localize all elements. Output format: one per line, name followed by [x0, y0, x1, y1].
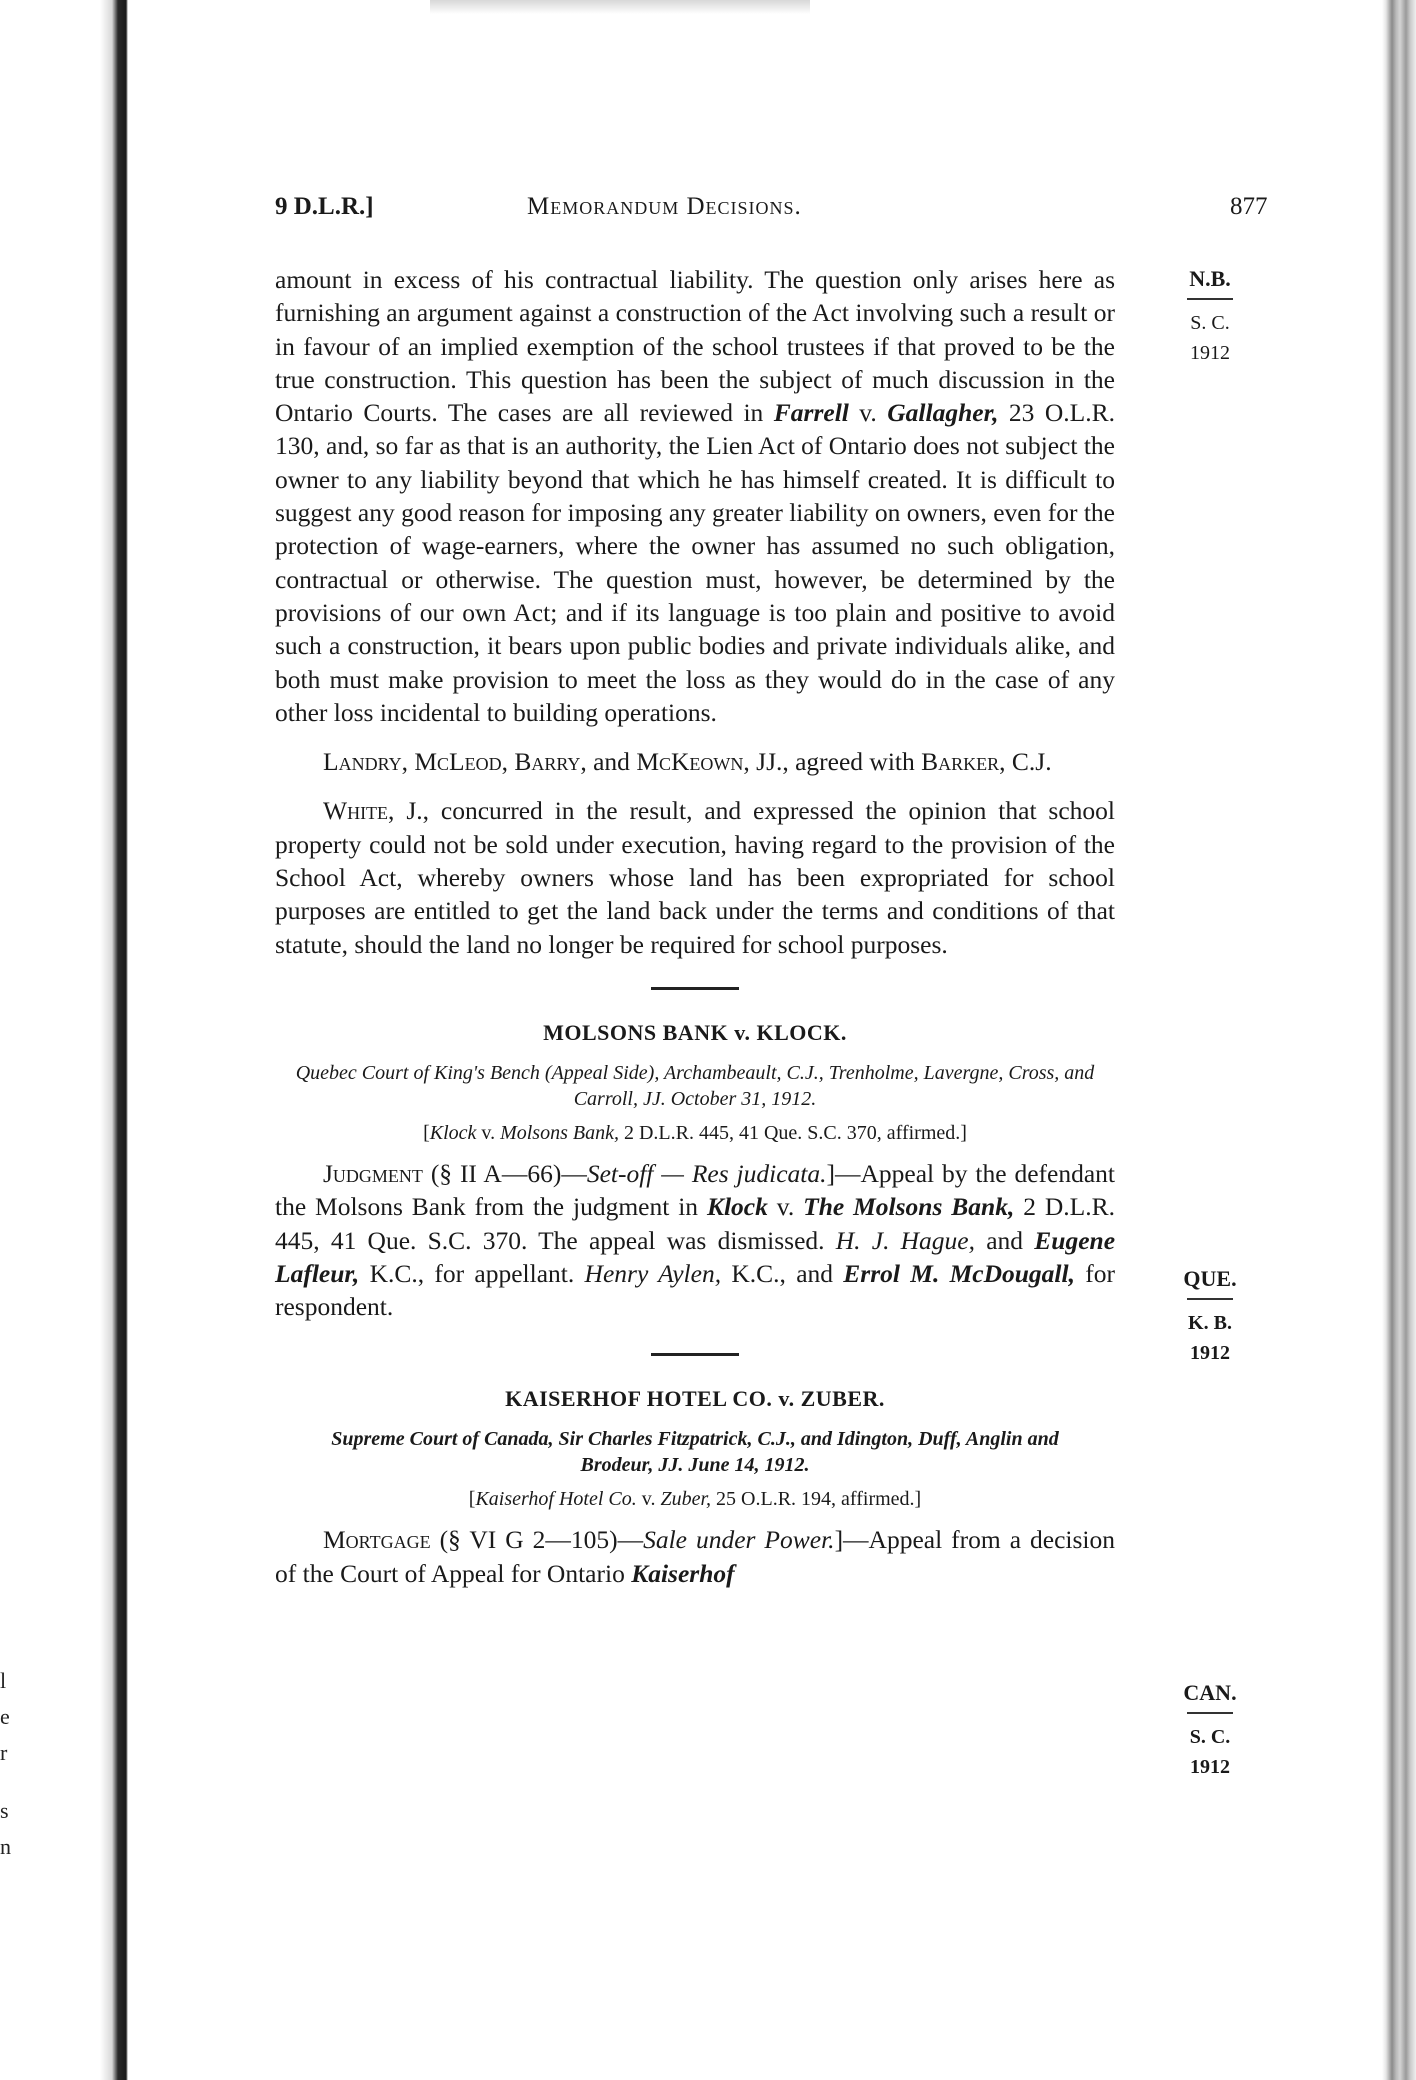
- judge-name: McKeown,: [636, 747, 750, 777]
- margin-note-jurisdiction: [1170, 1266, 1250, 1368]
- margin-note-jurisdiction: [1170, 266, 1250, 368]
- judge-name: White,: [323, 796, 395, 826]
- margin-year: 1912: [1190, 1342, 1230, 1364]
- facing-page-letter: s: [0, 1798, 9, 1823]
- citation-line: [Klock v. Molsons Bank, 2 D.L.R. 445, 41 Que. S.C. 370, affirmed.]: [423, 1121, 967, 1144]
- headnote-topic: Set-off — Res judicata.: [586, 1158, 827, 1188]
- facing-page-letter: n: [0, 1834, 11, 1859]
- headnote-keyword: Mortgage: [323, 1525, 431, 1555]
- section-divider: [651, 1353, 739, 1356]
- facing-page-letter: e: [0, 1704, 10, 1729]
- facing-page-letter: r: [0, 1740, 8, 1765]
- case-title: KAISERHOF HOTEL CO. v. ZUBER.: [505, 1386, 885, 1412]
- headnote-paragraph: Mortgage (§ VI G 2—105)—Sale under Power.]—Appeal from a decision of the Court of Appeal for Ontario Kaiserhof: [275, 1525, 1115, 1588]
- margin-rule: [1187, 1298, 1233, 1300]
- scan-smudge: [430, 0, 810, 14]
- margin-year: 1912: [1190, 342, 1230, 364]
- case-name: Gallagher,: [887, 398, 999, 428]
- margin-year: 1912: [1190, 1756, 1230, 1778]
- case-name: Farrell: [773, 398, 849, 428]
- concurrence-paragraph: Landry, McLeod, Barry, and McKeown, JJ., agreed with Barker, C.J.: [323, 747, 1052, 777]
- margin-court: S. C.: [1189, 1726, 1231, 1748]
- margin-rule: [1187, 1712, 1233, 1714]
- judge-name: Barker,: [921, 747, 1006, 777]
- volume-reference: 9 D.L.R.]: [275, 193, 374, 220]
- headnote-keyword: Judgment: [323, 1158, 423, 1188]
- facing-page-fragments: [0, 0, 14, 2080]
- headnote-topic: Sale under Power.: [643, 1525, 835, 1555]
- running-title: Memorandum Decisions.: [527, 193, 802, 220]
- facing-page-letter: l: [0, 1668, 7, 1693]
- section-divider: [651, 987, 739, 990]
- margin-note-jurisdiction: [1170, 1680, 1250, 1782]
- judge-names: Landry, McLeod, Barry,: [323, 747, 587, 777]
- margin-province: CAN.: [1183, 1680, 1237, 1705]
- margin-province: QUE.: [1183, 1266, 1237, 1291]
- page-number: 877: [1230, 193, 1268, 220]
- counsel-name: H. J. Hague,: [835, 1225, 976, 1255]
- binding-edge: [0, 0, 128, 2080]
- case-title: MOLSONS BANK v. KLOCK.: [543, 1019, 847, 1045]
- page-edge: [1382, 0, 1416, 2080]
- margin-rule: [1187, 298, 1233, 300]
- paragraph-continuation: amount in excess of his contractual liability. The question only arises here as furnishing an argument against a construction of the Act involving such a result or in favour of an implied exemption of the school trustees if that proved to be the true construction. This question has been the subject of much discussion in the Ontario Courts. The cases are all reviewed in Farrell v. Gallagher, 23 O.L.R. 130, and, so far as that is an authority, the Lien Act of Ontario does not subject the owner to any liability beyond that which he has himself created. It is difficult to suggest any good reason for imposing any greater liability on owners, even for the protection of wage-earners, where the owner has assumed no such obligation, contractual or otherwise. The question must, however, be determined by the provisions of our own Act; and if its language is too plain and positive to avoid such a construction, it bears upon public bodies and private individuals alike, and both must make provision to meet the loss as they would do in the case of any other loss incidental to building operations.: [275, 265, 1115, 727]
- citation-line: [Kaiserhof Hotel Co. v. Zuber, 25 O.L.R. 194, affirmed.]: [468, 1488, 922, 1511]
- court-line: Quebec Court of King's Bench (Appeal Side), Archambeault, C.J., Trenholme, Lavergne, Cross, and Carroll, JJ. October 31, 1912.: [295, 1061, 1095, 1110]
- headnote-paragraph: Judgment (§ II A—66)—Set-off — Res judicata.]—Appeal by the defendant the Molsons Bank from the judgment in Klock v. The Molsons Bank, 2 D.L.R. 445, 41 Que. S.C. 370. The appeal was dismissed. H. J. Hague, and Eugene Lafleur, K.C., for appellant. Henry Aylen, K.C., and Errol M. McDougall, for respondent.: [275, 1158, 1116, 1322]
- counsel-name: Errol M. McDougall,: [843, 1258, 1075, 1288]
- margin-province: N.B.: [1189, 266, 1231, 291]
- margin-court: S. C.: [1190, 312, 1230, 334]
- counsel-name: Eugene Lafleur,: [275, 1225, 1116, 1288]
- running-header: [275, 193, 1275, 233]
- margin-court: K. B.: [1188, 1312, 1232, 1334]
- court-line: Supreme Court of Canada, Sir Charles Fitzpatrick, C.J., and Idington, Duff, Anglin and Brodeur, JJ. June 14, 1912.: [331, 1428, 1059, 1477]
- page-body: [275, 263, 1115, 1590]
- opinion-paragraph: White, J., concurred in the result, and expressed the opinion that school property could not be sold under execution, having regard to the provision of the School Act, whereby owners whose land has been expropriated for school purposes are entitled to get the land back under the terms and conditions of that statute, should the land no longer be required for school purposes.: [275, 796, 1115, 959]
- counsel-name: Henry Aylen,: [584, 1258, 722, 1288]
